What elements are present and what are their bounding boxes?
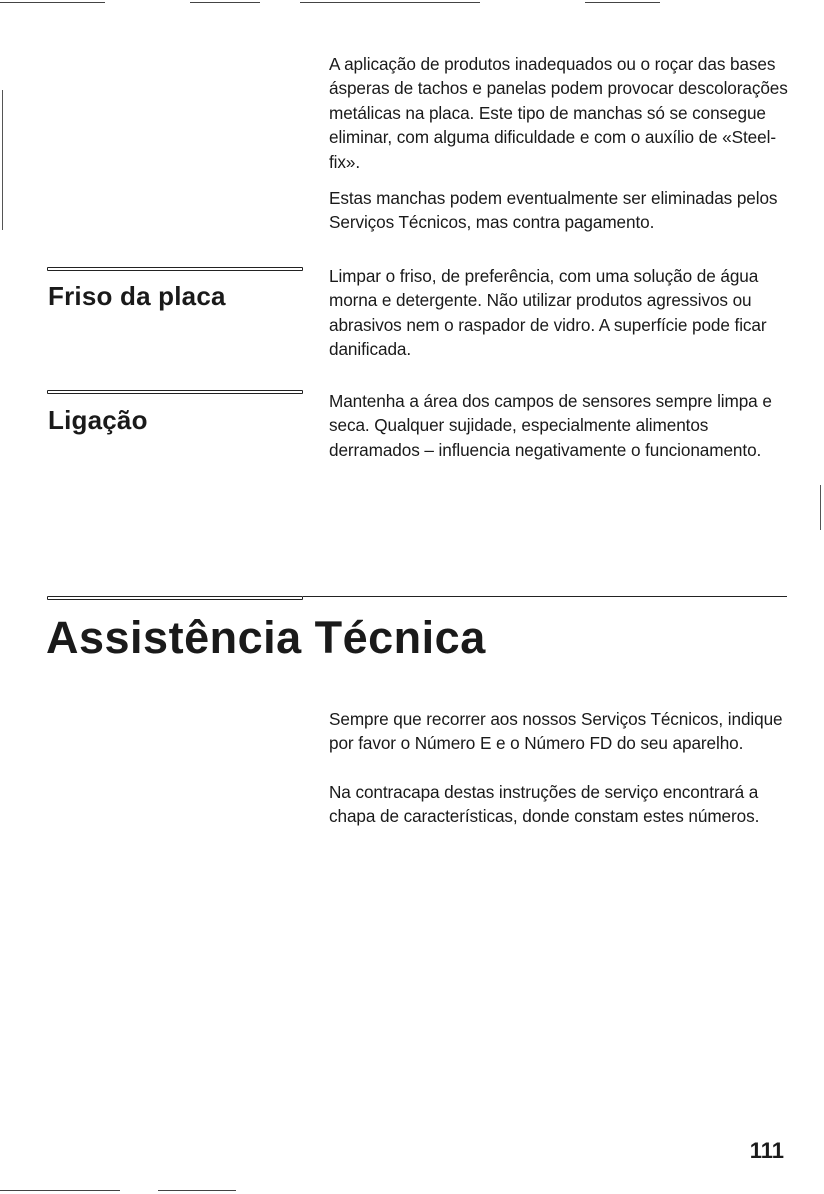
section-rule-ligacao [47, 390, 303, 394]
page-title-assistencia: Assistência Técnica [46, 612, 486, 663]
section-rule-friso [47, 267, 303, 271]
scan-edge-top-2 [190, 2, 260, 3]
scan-edge-left [2, 90, 3, 230]
section-title-ligacao: Ligação [48, 405, 148, 435]
paragraph-paid-removal: Estas manchas podem eventualmente ser eliminadas pelos Serviços Técnicos, mas contra pagamento. [329, 188, 778, 233]
full-width-rule-assistencia [303, 596, 787, 597]
scan-edge-top-3 [300, 2, 480, 3]
paragraph-assistencia-2: Na contracapa destas instruções de serviço encontrará a chapa de características, donde constam estes números. [329, 782, 760, 827]
paragraph-assistencia-1: Sempre que recorrer aos nossos Serviços Técnicos, indique por favor o Número E e o Número FD do seu aparelho. [329, 709, 783, 754]
paragraph-friso: Limpar o friso, de preferência, com uma solução de água morna e detergente. Não utilizar produtos agressivos ou abrasivos nem o raspador de vidro. A superfície pode ficar danificada. [329, 266, 767, 360]
page-number: 111 [749, 1138, 784, 1163]
scan-edge-right [820, 485, 821, 530]
scan-edge-bottom-1 [0, 1190, 120, 1191]
scan-edge-top-1 [0, 2, 105, 3]
section-title-friso: Friso da placa [48, 281, 226, 311]
scan-edge-bottom-2 [158, 1190, 236, 1191]
section-rule-assistencia [47, 596, 303, 600]
paragraph-ligacao: Mantenha a área dos campos de sensores sempre limpa e seca. Qualquer sujidade, especialmente alimentos derramados – influencia negativamente o funcionamento. [329, 391, 772, 460]
scan-edge-top-4 [585, 2, 660, 3]
paragraph-metal-discoloration: A aplicação de produtos inadequados ou o roçar das bases ásperas de tachos e panelas podem provocar descolorações metálicas na placa. Este tipo de manchas só se consegue eliminar, com alguma dificuldade e com o auxílio de «Steel-fix». [329, 54, 788, 172]
